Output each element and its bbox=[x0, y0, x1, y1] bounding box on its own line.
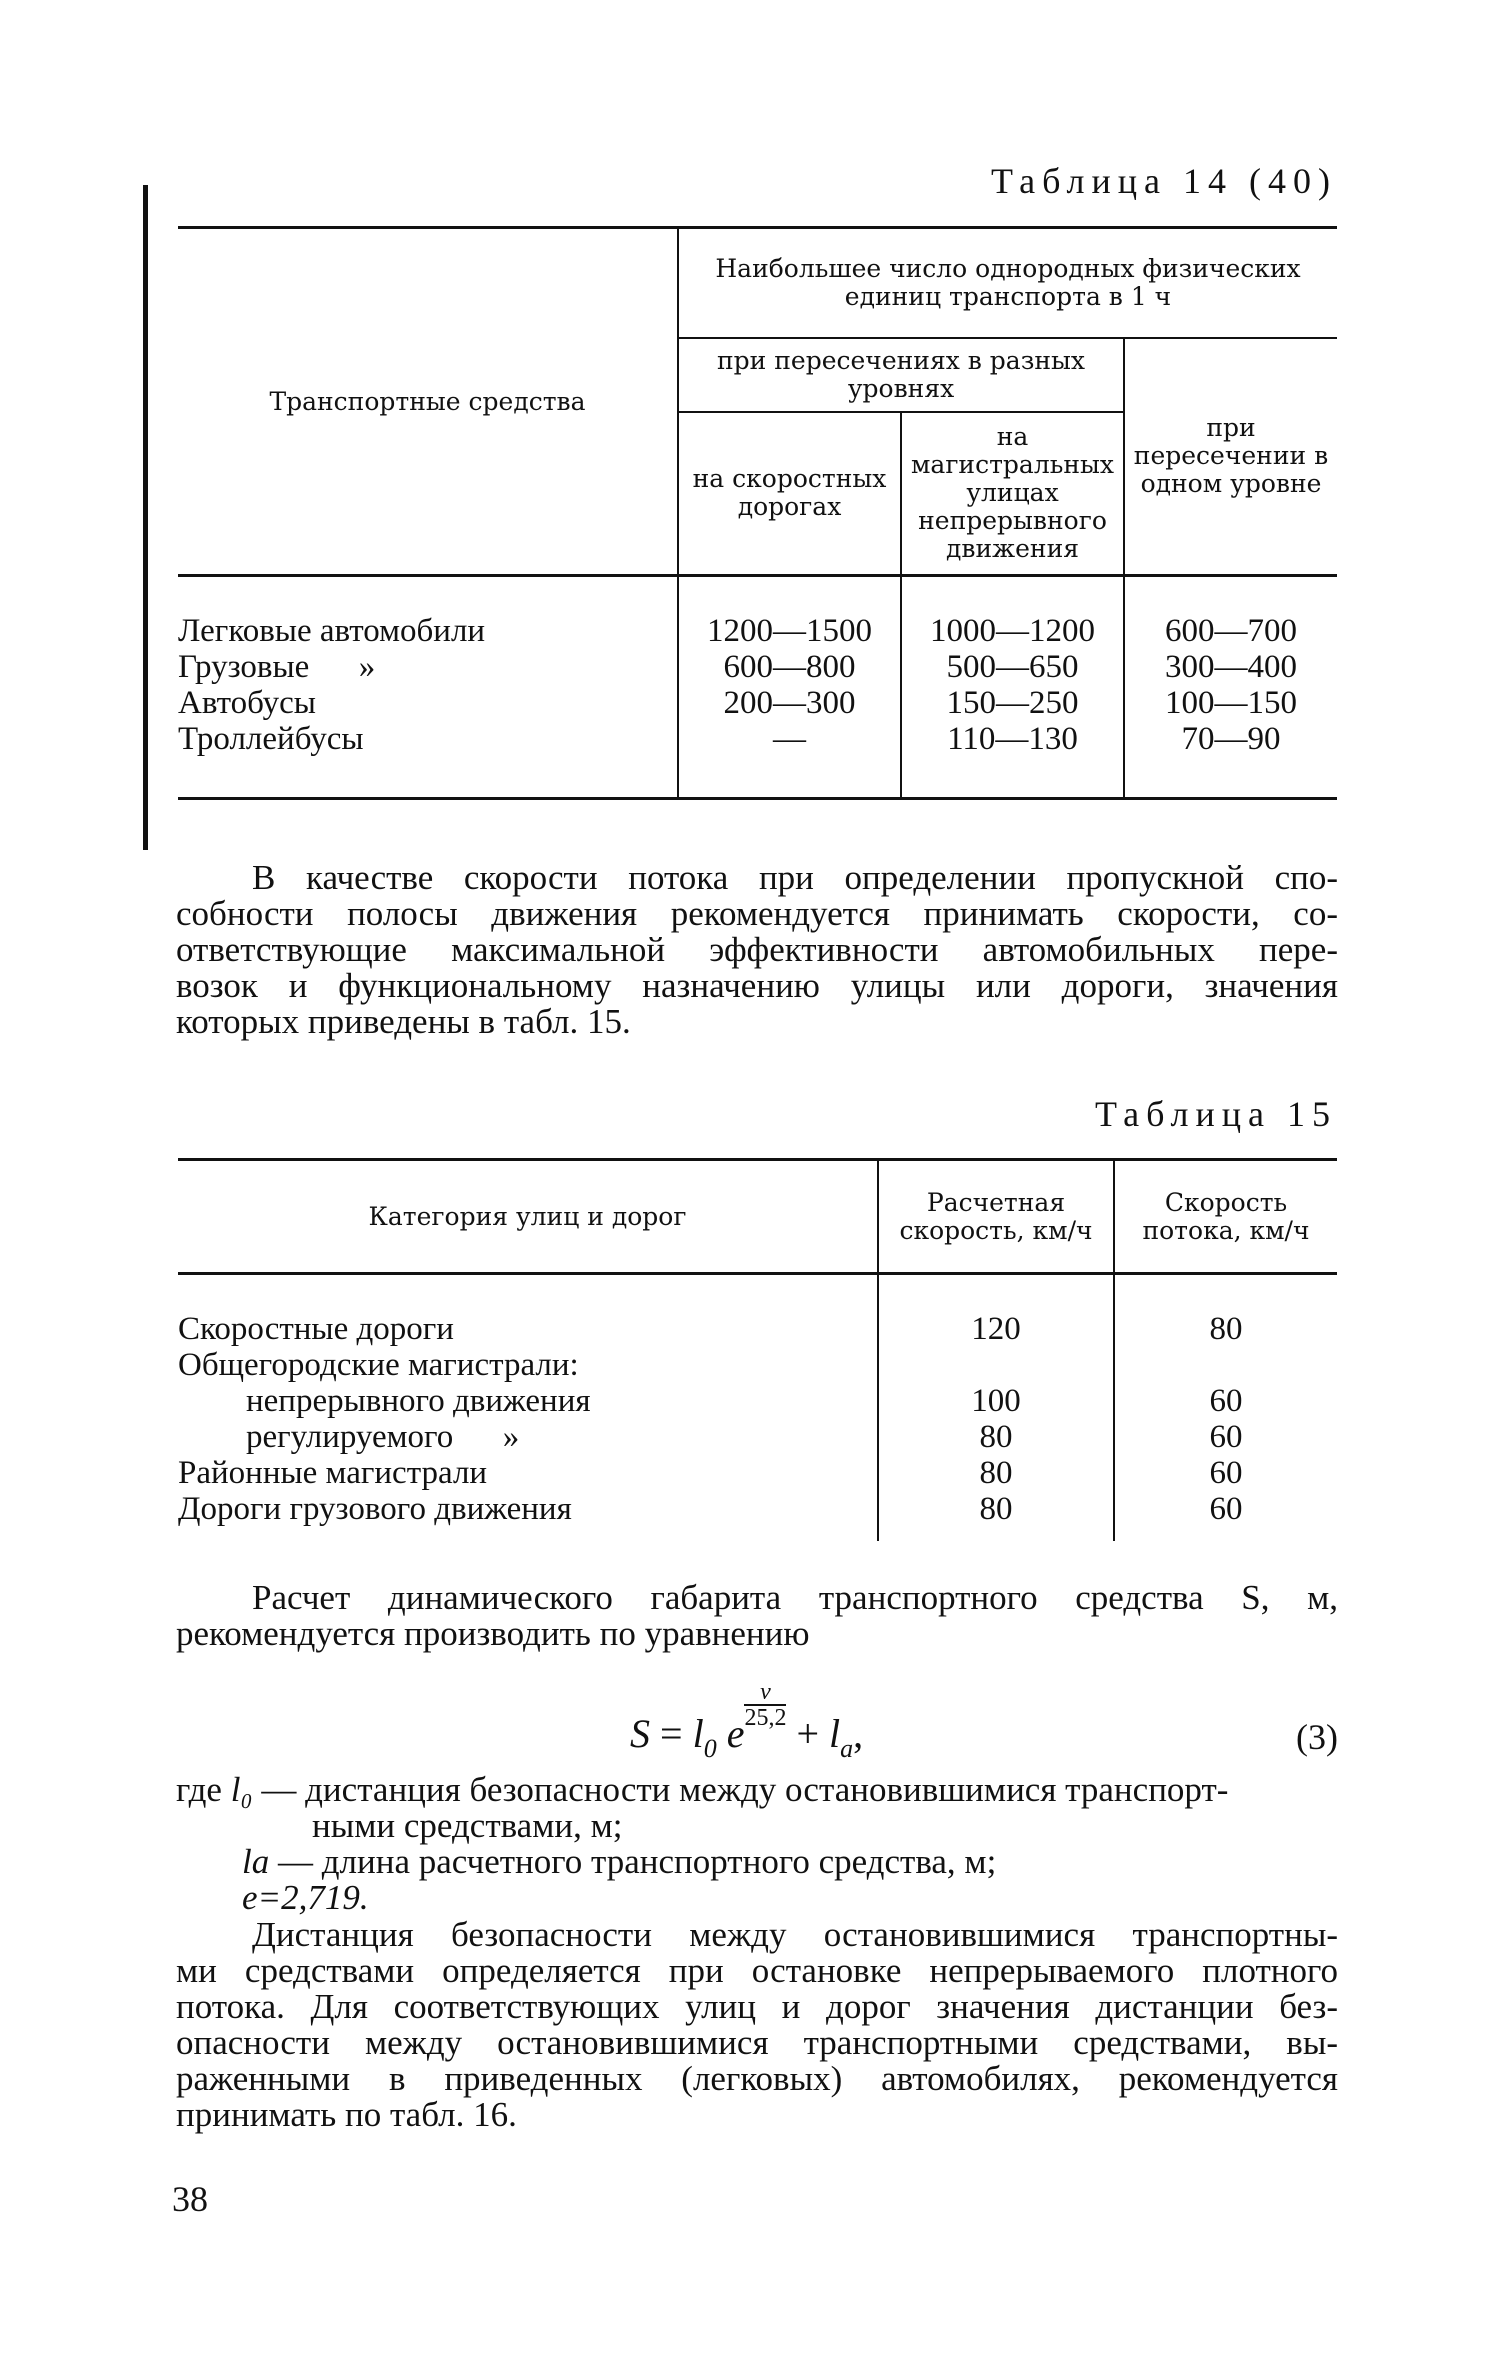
table15-body bbox=[178, 1274, 1337, 1542]
text-line: которых приведены в табл. 15. bbox=[176, 1002, 631, 1041]
formula-la: l bbox=[829, 1711, 841, 1756]
table-cell: 60 bbox=[1209, 1383, 1243, 1419]
formula-equals: = bbox=[660, 1711, 683, 1756]
text-line: потока. Для соответствующих улиц и дорог значения дистанции без- bbox=[176, 1987, 1338, 2026]
definition-list bbox=[176, 1772, 1338, 1916]
text-line: раженными в приведенных (легковых) автомобилях, рекомендуется bbox=[176, 2059, 1338, 2098]
table14-col-vehicle bbox=[178, 576, 678, 799]
table14-header-subgroup: при пересечениях в разных уровнях bbox=[678, 338, 1124, 412]
table-cell: 1200—1500 bbox=[707, 613, 872, 649]
paragraph-dynamic-size bbox=[176, 1580, 1338, 1652]
formula-tail: , bbox=[853, 1711, 864, 1756]
table-cell: Районные магистрали bbox=[178, 1455, 488, 1491]
table14-col-arterial bbox=[901, 576, 1124, 799]
definition-term: l₀ bbox=[230, 1770, 253, 1809]
table-cell: 70—90 bbox=[1181, 721, 1281, 757]
formula-exp-numerator: v bbox=[744, 1680, 786, 1706]
table-cell: 80 bbox=[979, 1419, 1013, 1455]
table-cell: регулируемого » bbox=[246, 1419, 520, 1455]
table-cell: 100—150 bbox=[1165, 685, 1297, 721]
table-cell: Общегородские магистрали: bbox=[178, 1347, 579, 1383]
text-line: принимать по табл. 16. bbox=[176, 2095, 517, 2134]
text-line: ми средствами определяется при остановке непрерываемого плотного bbox=[176, 1951, 1338, 1990]
text-line: опасности между остановившимися транспортными средствами, вы- bbox=[176, 2023, 1338, 2062]
text-line: ответствующие максимальной эффективности автомобильных пере- bbox=[176, 930, 1338, 969]
paragraph-safety-distance bbox=[176, 1917, 1338, 2133]
table-cell: 110—130 bbox=[947, 721, 1078, 757]
table-cell: Троллейбусы bbox=[178, 721, 364, 757]
where-word: где bbox=[176, 1770, 222, 1809]
table-cell: 300—400 bbox=[1165, 649, 1297, 685]
table-cell: Дороги грузового движения bbox=[178, 1491, 572, 1527]
table-cell: 600—700 bbox=[1165, 613, 1297, 649]
table-cell: 500—650 bbox=[946, 649, 1079, 685]
table14-header-vehicle: Транспортные средства bbox=[178, 228, 678, 576]
text-line: Дистанция безопасности между остановившимися транспортны- bbox=[252, 1915, 1338, 1954]
table-cell: 1000—1200 bbox=[930, 613, 1095, 649]
formula-l0-sub: 0 bbox=[703, 1734, 717, 1763]
table15-header-design-speed: Расчетная скорость, км/ч bbox=[878, 1160, 1114, 1274]
table15-header-category: Категория улиц и дорог bbox=[178, 1160, 878, 1274]
table-cell: 150—250 bbox=[946, 685, 1079, 721]
table-cell: 60 bbox=[1209, 1491, 1243, 1527]
formula-l0: l bbox=[692, 1711, 704, 1756]
table14-col-express bbox=[678, 576, 901, 799]
table14-header-arterial: на магистральных улицах непрерывного движения bbox=[901, 412, 1124, 576]
paragraph-flow-speed bbox=[176, 860, 1338, 1040]
margin-bar bbox=[143, 185, 148, 850]
text-line: возок и функциональному назначению улицы или дороги, значения bbox=[176, 966, 1338, 1005]
equation-number: (3) bbox=[1296, 1717, 1338, 1757]
table-cell: 80 bbox=[979, 1491, 1013, 1527]
text-line: Расчет динамического габарита транспортного средства S, м, bbox=[252, 1578, 1338, 1617]
table-cell: — bbox=[773, 721, 806, 757]
table14 bbox=[178, 226, 1337, 800]
formula-e: e bbox=[726, 1711, 745, 1756]
table-cell: Легковые автомобили bbox=[178, 613, 486, 649]
table15-col-flow bbox=[1114, 1274, 1337, 1542]
formula-plus: + bbox=[796, 1711, 820, 1756]
table-cell: 600—800 bbox=[723, 649, 856, 685]
table15 bbox=[178, 1158, 1337, 1541]
table14-header-single-level: при пересечении в одном уровне bbox=[1124, 338, 1337, 576]
definition-text: — длина расчетного транспортного средства, м; bbox=[277, 1842, 997, 1881]
table-cell: 100 bbox=[971, 1383, 1021, 1419]
text-line: собности полосы движения рекомендуется принимать скорости, со- bbox=[176, 894, 1338, 933]
table15-col-design bbox=[878, 1274, 1114, 1542]
table15-caption: Таблица 15 bbox=[1095, 1094, 1337, 1134]
formula-lhs: S bbox=[630, 1711, 650, 1756]
table-cell: 120 bbox=[971, 1311, 1021, 1347]
formula-exp-denominator: 25,2 bbox=[744, 1705, 787, 1731]
table15-header-flow-speed: Скорость потока, км/ч bbox=[1114, 1160, 1337, 1274]
table-cell: 200—300 bbox=[723, 685, 856, 721]
table-cell bbox=[879, 1347, 1113, 1383]
table15-col-category bbox=[178, 1274, 878, 1542]
table-cell: 80 bbox=[979, 1455, 1013, 1491]
formula-exponent bbox=[744, 1680, 786, 1730]
table-cell: 60 bbox=[1209, 1455, 1243, 1491]
table-cell: 60 bbox=[1209, 1419, 1243, 1455]
table-cell: Скоростные дороги bbox=[178, 1311, 454, 1347]
table14-caption: Таблица 14 (40) bbox=[991, 161, 1337, 201]
table-cell: 80 bbox=[1209, 1311, 1243, 1347]
definition-e: e=2,719. bbox=[242, 1878, 369, 1917]
table-cell: Автобусы bbox=[178, 685, 316, 721]
table14-body bbox=[178, 576, 1337, 799]
table-cell: непрерывного движения bbox=[246, 1383, 591, 1419]
formula-3 bbox=[630, 1680, 863, 1764]
definition-text: ными средствами, м; bbox=[312, 1806, 623, 1845]
formula-la-sub: а bbox=[840, 1734, 854, 1763]
text-line: В качестве скорости потока при определении пропускной спо- bbox=[252, 858, 1338, 897]
definition-term: lа bbox=[242, 1842, 270, 1881]
table14-header-group: Наибольшее число однородных физических единиц транспорта в 1 ч bbox=[678, 228, 1337, 338]
text-line: рекомендуется производить по уравнению bbox=[176, 1614, 810, 1653]
table14-header-express: на скоростных дорогах bbox=[678, 412, 901, 576]
table14-col-single bbox=[1124, 576, 1337, 799]
definition-l0 bbox=[176, 1772, 1338, 1844]
page-number: 38 bbox=[172, 2179, 208, 2219]
table-cell: Грузовые » bbox=[178, 649, 376, 685]
table-cell bbox=[1115, 1347, 1337, 1383]
definition-text: — дистанция безопасности между остановившимися транспорт- bbox=[261, 1770, 1229, 1809]
definition-la bbox=[176, 1844, 1338, 1880]
